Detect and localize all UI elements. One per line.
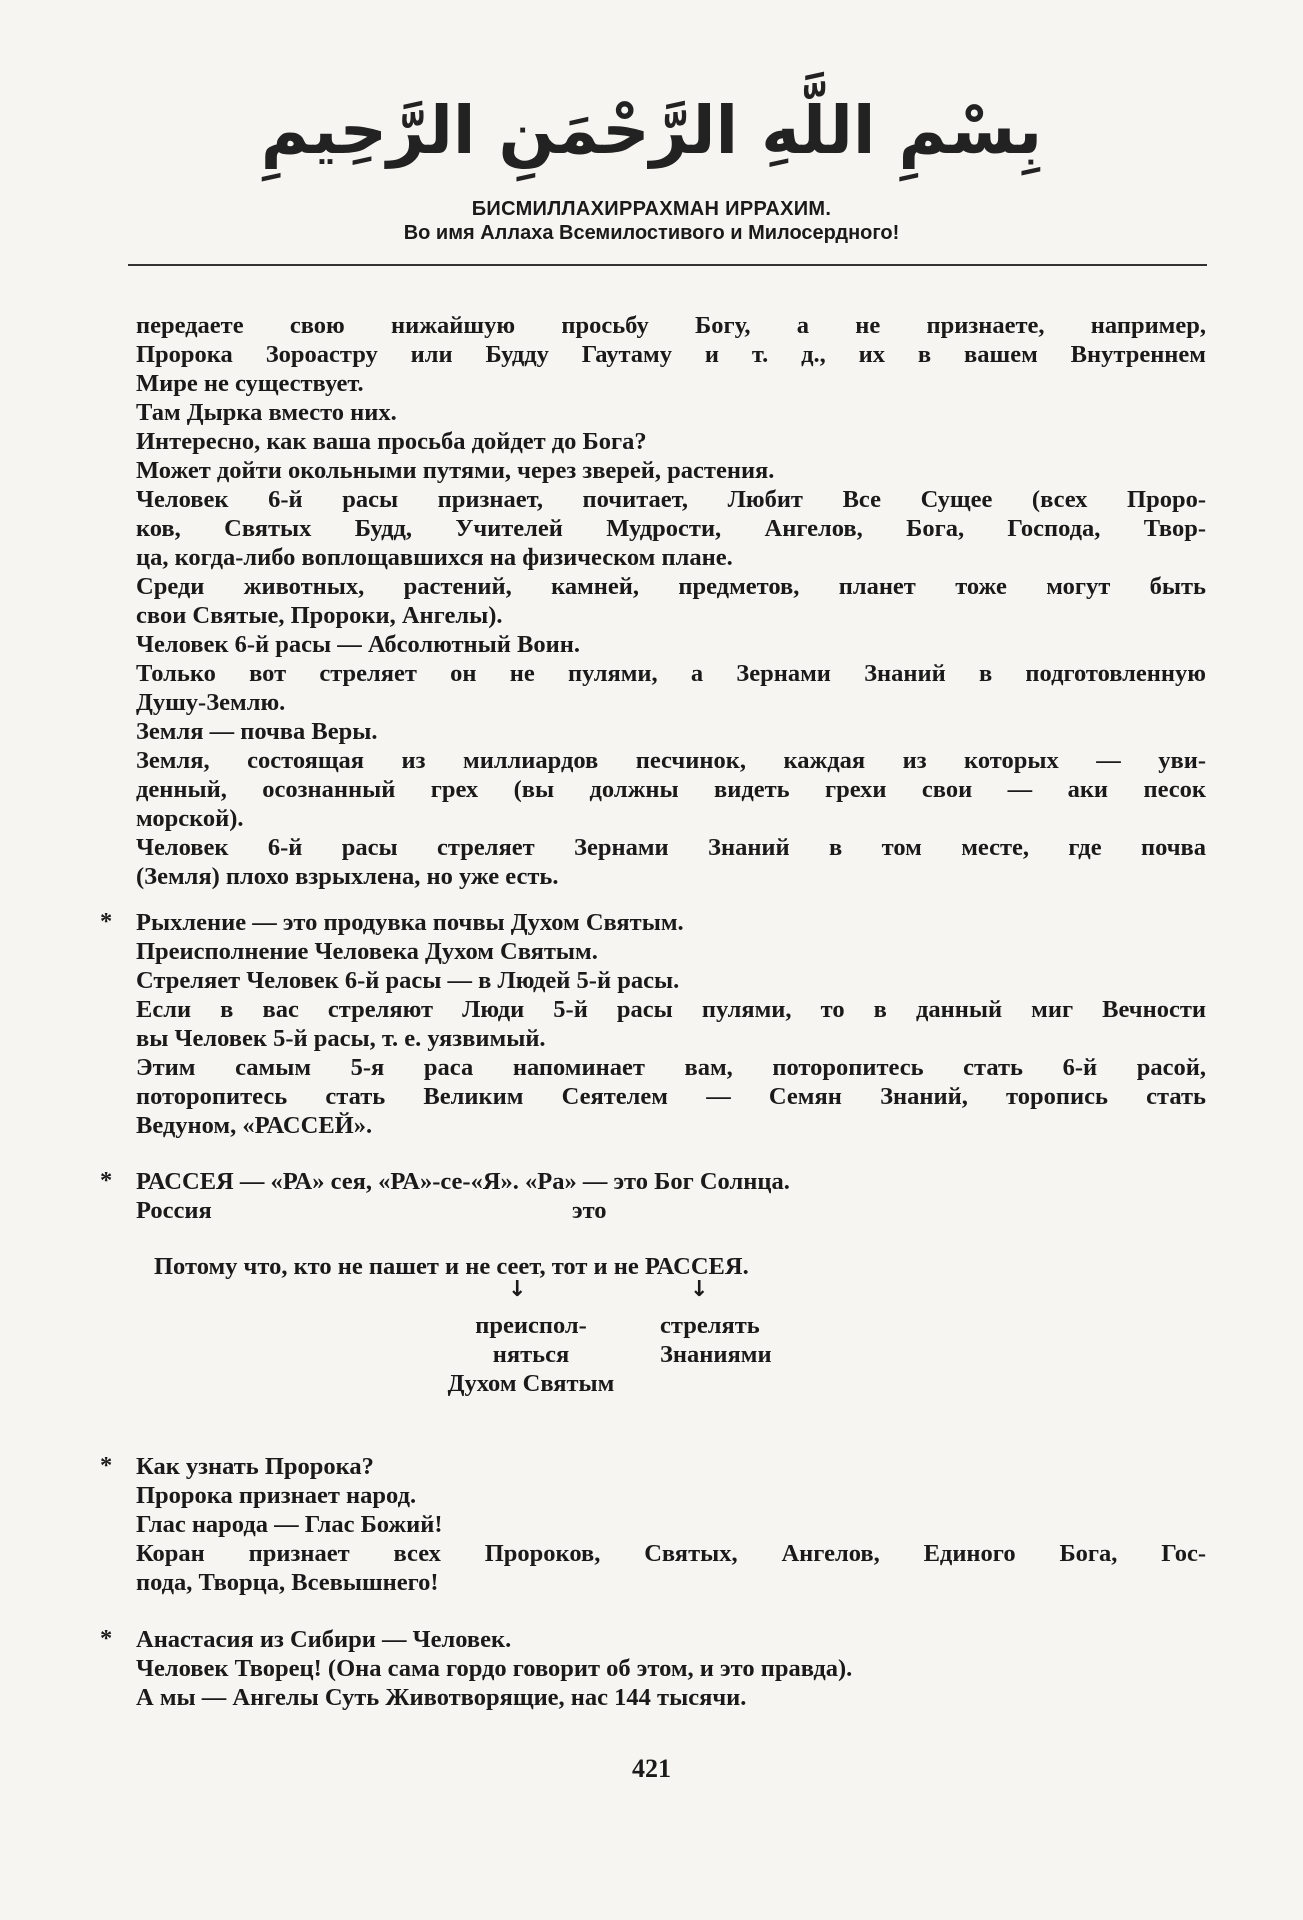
text-line: Стреляет Человек 6-й расы — в Людей 5-й расы. — [136, 967, 680, 994]
text-line: Человек Творец! (Она сама гордо говорит об этом, и это правда). — [136, 1655, 853, 1682]
text-line: ков, Святых Будд, Учителей Мудрости, Ангелов, Бога, Господа, Твор- — [136, 515, 1206, 542]
annotation-line: Духом Святым — [447, 1370, 615, 1397]
bullet-star: * — [100, 1452, 113, 1479]
text-line: свои Святые, Пророки, Ангелы). — [136, 602, 503, 629]
annotation-line: стрелять — [660, 1312, 760, 1339]
text-line: Пророка признает народ. — [136, 1482, 417, 1509]
text-line: Этим самым 5-я раса напоминает вам, поторопитесь стать 6-й расой, — [136, 1054, 1206, 1081]
rasseya-under-left: Россия — [136, 1197, 212, 1224]
text-line: Интересно, как ваша просьба дойдет до Бога? — [136, 428, 647, 455]
text-line: Анастасия из Сибири — Человек. — [136, 1626, 512, 1653]
rasseya-definition: РАССЕЯ — «РА» сея, «РА»-се-«Я». «Ра» — это Бог Солнца. — [136, 1168, 790, 1195]
basmala-calligraphy: بِسْمِ اللَّهِ الرَّحْمَنِ الرَّحِيمِ — [260, 92, 1043, 169]
text-line: Если в вас стреляют Люди 5-й расы пулями, то в данный миг Вечности — [136, 996, 1206, 1023]
paragraph-2 — [136, 908, 1206, 1140]
text-line: пода, Творца, Всевышнего! — [136, 1569, 439, 1596]
text-line: ца, когда-либо воплощавшихся на физическом плане. — [136, 544, 733, 571]
text-line: передаете свою нижайшую просьбу Богу, а не признаете, например, — [136, 312, 1206, 339]
paragraph-1 — [136, 311, 1206, 891]
rasseya-under-mid: это — [572, 1197, 607, 1224]
text-line: Человек 6-й расы стреляет Зернами Знаний в том месте, где почва — [136, 834, 1206, 861]
paragraph-4 — [136, 1625, 1206, 1712]
text-line: денный, осознанный грех (вы должны видеть грехи свои — аки песок — [136, 776, 1206, 803]
down-arrow-icon: ↓ — [690, 1277, 709, 1302]
text-line: Преисполнение Человека Духом Святым. — [136, 938, 598, 965]
down-arrow-icon: ↓ — [508, 1277, 527, 1302]
text-line: Рыхление — это продувка почвы Духом Святым. — [136, 909, 684, 936]
rasseya-sentence: Потому что, кто не пашет и не сеет, тот и не РАССЕЯ. — [154, 1253, 749, 1280]
text-line: Может дойти окольными путями, через зверей, растения. — [136, 457, 775, 484]
bullet-star: * — [100, 908, 113, 935]
text-line: вы Человек 5-й расы, т. е. уязвимый. — [136, 1025, 546, 1052]
text-line: Ведуном, «РАССЕЙ». — [136, 1112, 373, 1139]
text-line: Земля, состоящая из миллиардов песчинок, каждая из которых — уви- — [136, 747, 1206, 774]
text-line: поторопитесь стать Великим Сеятелем — Семян Знаний, торопись стать — [136, 1083, 1206, 1110]
annotation-line: няться — [492, 1341, 570, 1368]
text-line: Как узнать Пророка? — [136, 1453, 374, 1480]
annotation-line: Знаниями — [660, 1341, 772, 1368]
text-line: Человек 6-й расы — Абсолютный Воин. — [136, 631, 580, 658]
text-line: Только вот стреляет он не пулями, а Зернами Знаний в подготовленную — [136, 660, 1206, 687]
text-line: Мире не существует. — [136, 370, 364, 397]
text-line: морской). — [136, 805, 244, 832]
header-title: БИСМИЛЛАХИРРАХМАН ИРРАХИМ. — [471, 198, 832, 220]
bullet-star: * — [100, 1625, 113, 1652]
text-line: Там Дырка вместо них. — [136, 399, 397, 426]
text-line: Душу-Землю. — [136, 689, 286, 716]
page-number: 421 — [632, 1754, 671, 1783]
text-line: Земля — почва Веры. — [136, 718, 378, 745]
text-line: А мы — Ангелы Суть Животворящие, нас 144 тысячи. — [136, 1684, 747, 1711]
annotation-line: преиспол- — [475, 1312, 587, 1339]
header-divider — [128, 264, 1207, 266]
text-line: Среди животных, растений, камней, предметов, планет тоже могут быть — [136, 573, 1206, 600]
header-subtitle: Во имя Аллаха Всемилостивого и Милосердного! — [403, 222, 900, 244]
text-line: Глас народа — Глас Божий! — [136, 1511, 443, 1538]
text-line: Человек 6-й расы признает, почитает, Любит Все Сущее (всех Проро- — [136, 486, 1206, 513]
paragraph-3 — [136, 1452, 1206, 1597]
text-line: Коран признает всех Пророков, Святых, Ангелов, Единого Бога, Гос- — [136, 1540, 1206, 1567]
text-line: Пророка Зороастру или Будду Гаутаму и т. д., их в вашем Внутреннем — [136, 341, 1206, 368]
bullet-star: * — [100, 1167, 113, 1194]
text-line: (Земля) плохо взрыхлена, но уже есть. — [136, 863, 559, 890]
